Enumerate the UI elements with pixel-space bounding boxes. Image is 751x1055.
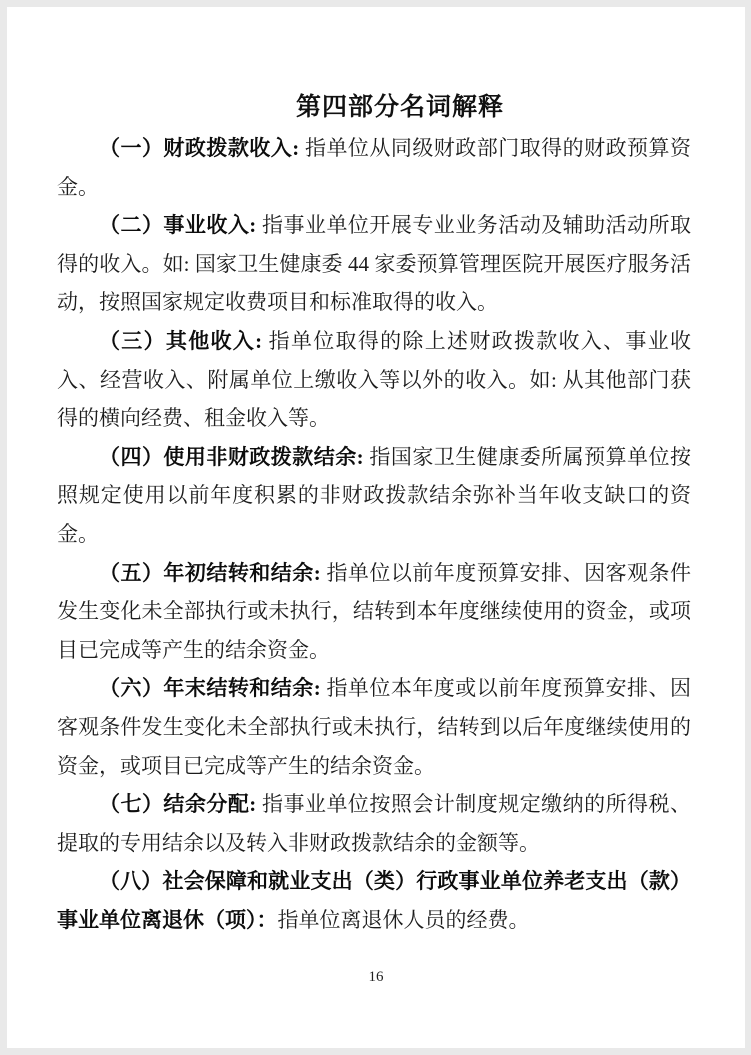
term-paragraph (57, 554, 691, 670)
term-name: （八）社会保障和就业支出（类）行政事业单位养老支出（款）事业单位离退休（项）： (57, 869, 691, 932)
page-title: 第四部分名词解释 (295, 93, 504, 121)
term-name: （二）事业收入: (99, 213, 263, 238)
term-paragraph (57, 322, 691, 438)
page-content (7, 7, 745, 939)
term-definition: 指单位本年度或以前年度预算安排、因客观条件发生变化未全部执行或未执行，结转到以后年度继续使用的资金，或项目已完成等产生的结余资金。 (57, 676, 691, 778)
term-definition: 指单位从同级财政部门取得的财政预算资金。 (57, 136, 691, 199)
term-paragraph (57, 438, 691, 554)
term-definition: 指国家卫生健康委所属预算单位按照规定使用以前年度积累的非财政拨款结余弥补当年收支缺口的资金。 (57, 444, 692, 546)
term-name: （四）使用非财政拨款结余: (99, 444, 370, 469)
term-paragraph (57, 206, 691, 322)
term-name: （六）年末结转和结余: (99, 676, 327, 701)
term-definition: 指单位离退休人员的经费。 (277, 907, 530, 932)
terms-list (57, 129, 691, 939)
term-definition: 指单位取得的除上述财政拨款收入、事业收入、经营收入、附属单位上缴收入等以外的收入。如: 从其他部门获得的横向经费、租金收入等。 (57, 328, 692, 431)
term-name: （七）结余分配: (99, 792, 263, 817)
document-page (7, 7, 745, 1048)
term-definition: 指单位以前年度预算安排、因客观条件发生变化未全部执行或未执行，结转到本年度继续使用的资金，或项目已完成等产生的结余资金。 (57, 560, 691, 662)
term-definition: 指事业单位开展专业业务活动及辅助活动所取得的收入。如: 国家卫生健康委 44 家委预算管理医院开展医疗服务活动，按照国家规定收费项目和标准取得的收入。 (57, 213, 692, 315)
term-paragraph (57, 862, 691, 939)
term-paragraph (57, 669, 691, 785)
term-name: （五）年初结转和结余: (99, 560, 327, 585)
term-name: （一）财政拨款收入: (99, 136, 305, 160)
term-paragraph (57, 785, 691, 862)
term-definition: 指事业单位按照会计制度规定缴纳的所得税、提取的专用结余以及转入非财政拨款结余的金额等。 (57, 792, 692, 855)
term-paragraph (57, 129, 691, 206)
page-number: 16 (368, 969, 384, 985)
term-name: （三）其他收入: (99, 328, 269, 353)
